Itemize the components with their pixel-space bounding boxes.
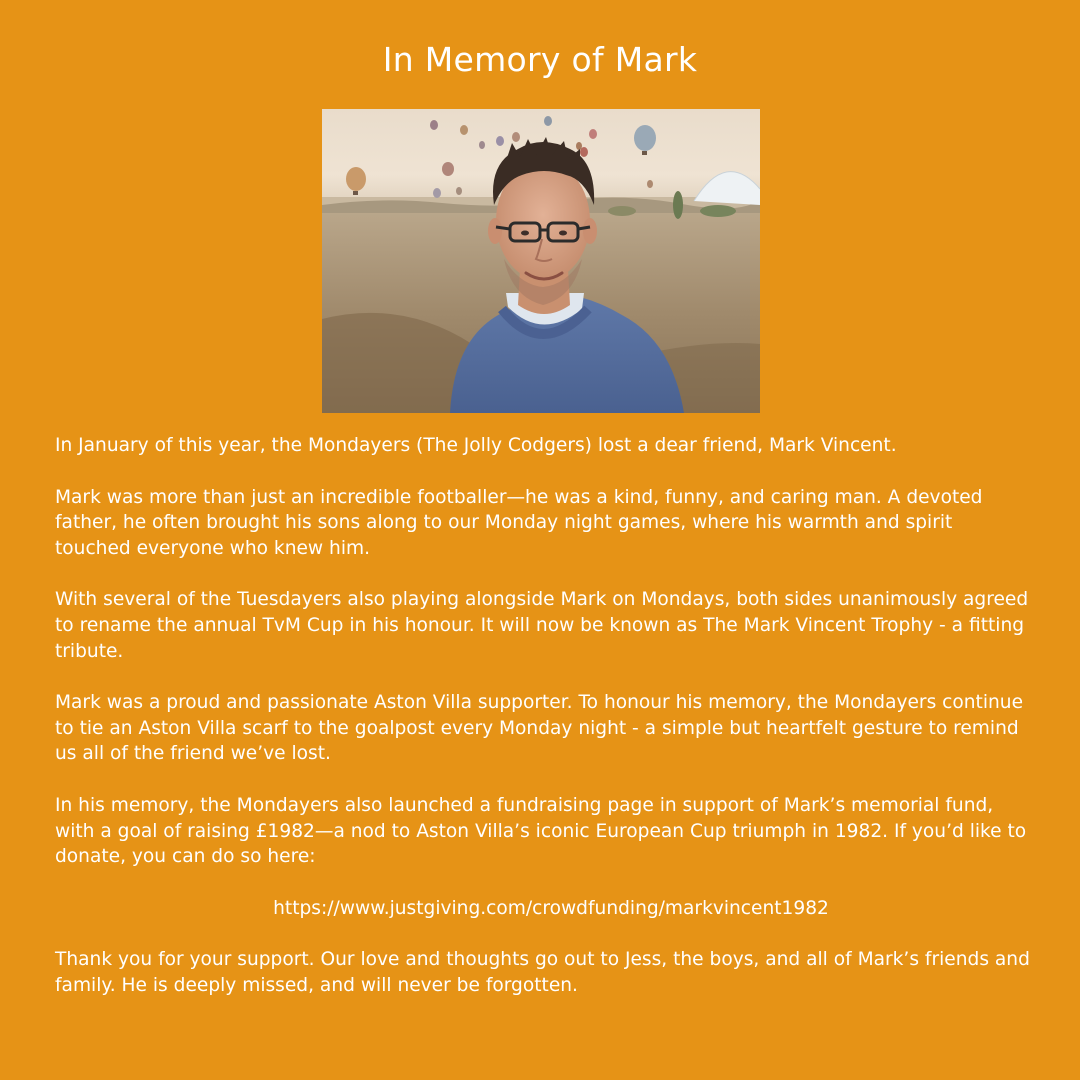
paragraph-closing: Thank you for your support. Our love and thoughts go out to Jess, the boys, and all of Mark’s friends and family. He is deeply missed, and will never be forgotten.: [55, 949, 1030, 996]
donation-link[interactable]: https://www.justgiving.com/crowdfunding/markvincent1982: [273, 897, 829, 919]
tribute-text: [55, 433, 1030, 1025]
paragraph-trophy: With several of the Tuesdayers also playing alongside Mark on Mondays, both sides unanimously agreed to rename the annual TvM Cup in his honour. It will now be known as The Mark Vincent Trophy - a fitting tribute.: [55, 589, 1029, 662]
page-title: In Memory of Mark: [382, 40, 698, 79]
paragraph-aston-villa: Mark was a proud and passionate Aston Villa supporter. To honour his memory, the Mondayers continue to tie an Aston Villa scarf to the goalpost every Monday night - a simple but heartfelt gesture to remind us all of the friend we’ve lost.: [55, 692, 1024, 765]
paragraph-fundraising: In his memory, the Mondayers also launched a fundraising page in support of Mark’s memorial fund, with a goal of raising £1982—a nod to Aston Villa’s iconic European Cup triumph in 1982. If you’d like to donate, you can do so here:: [55, 794, 1027, 868]
memorial-photo: [322, 109, 760, 413]
paragraph-about-mark: Mark was more than just an incredible footballer—he was a kind, funny, and caring man. A devoted father, he often brought his sons along to our Monday night games, where his warmth and spirit touched everyone who knew him.: [55, 486, 983, 559]
paragraph-intro: In January of this year, the Mondayers (The Jolly Codgers) lost a dear friend, Mark Vincent.: [55, 435, 897, 456]
